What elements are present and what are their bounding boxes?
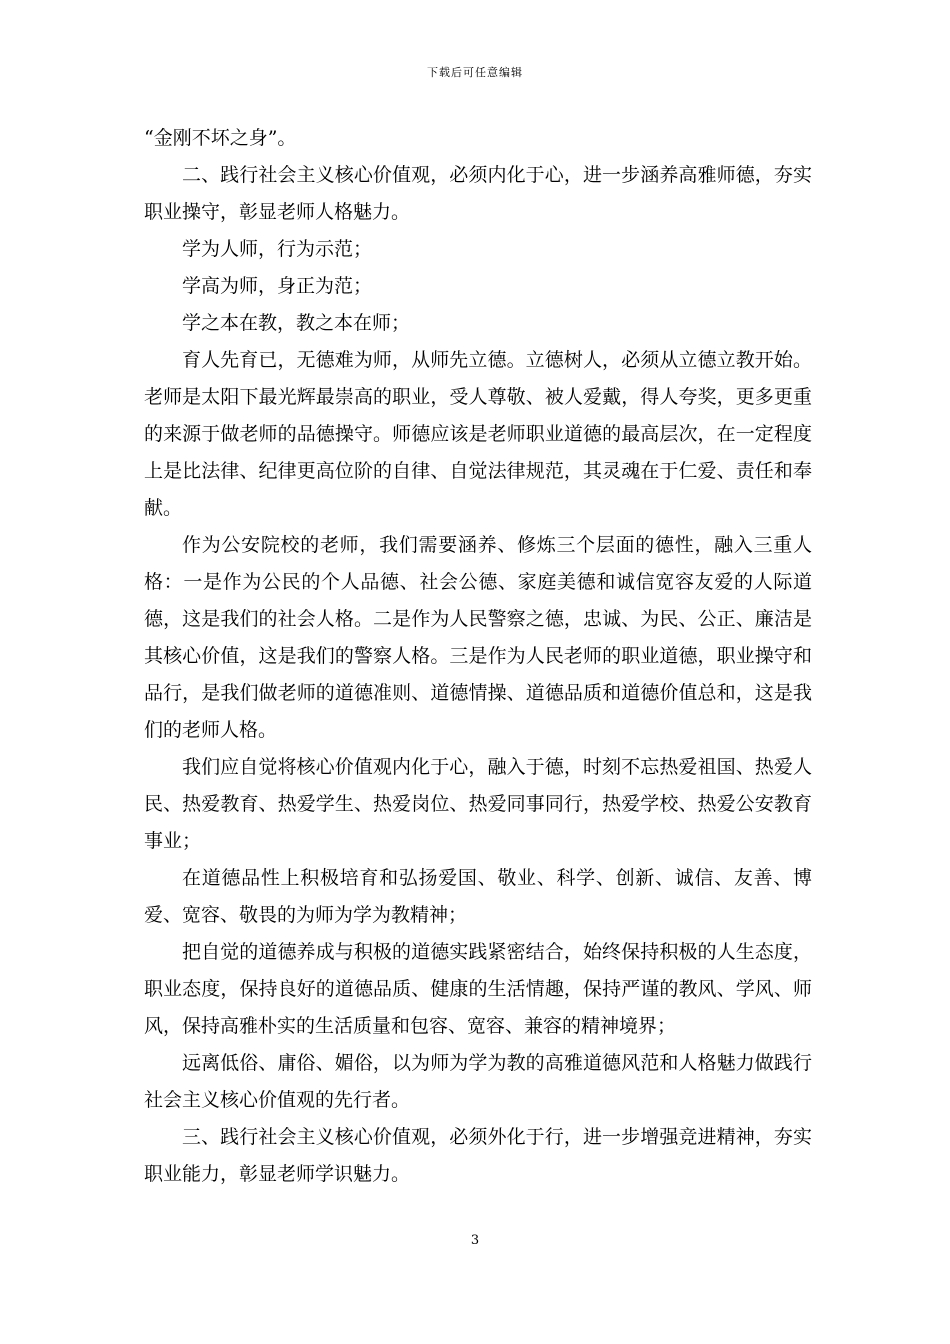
document-body bbox=[144, 120, 812, 1193]
paragraph-section-two-heading: 二、践行社会主义核心价值观，必须内化于心，进一步涵养高雅师德，夯实职业操守，彰显老师人格魅力。 bbox=[144, 164, 812, 223]
paragraph-motto-1: 学为人师，行为示范； bbox=[182, 238, 373, 260]
paragraph-continuation: “金刚不坏之身”。 bbox=[144, 127, 297, 149]
paragraph-avoid-vulgarity: 远离低俗、庸俗、媚俗，以为师为学为教的高雅道德风范和人格魅力做践行社会主义核心价值观的先行者。 bbox=[144, 1052, 812, 1111]
paragraph-motto-2: 学高为师，身正为范； bbox=[182, 275, 373, 297]
paragraph-three-personalities: 作为公安院校的老师，我们需要涵养、修炼三个层面的德性，融入三重人格：一是作为公民的个人品德、社会公德、家庭美德和诚信宽容友爱的人际道德，这是我们的社会人格。二是作为人民警察之德，忠诚、为民、公正、廉洁是其核心价值，这是我们的警察人格。三是作为人民老师的职业道德，职业操守和品行，是我们做老师的道德准则、道德情操、道德品质和道德价值总和，这是我们的老师人格。 bbox=[144, 534, 812, 741]
paragraph-moral-practice: 把自觉的道德养成与积极的道德实践紧密结合，始终保持积极的人生态度，职业态度，保持良好的道德品质、健康的生活情趣，保持严谨的教风、学风、师风，保持高雅朴实的生活质量和包容、宽容、兼容的精神境界； bbox=[144, 941, 812, 1037]
paragraph-teacher-ethics: 育人先育已，无德难为师，从师先立德。立德树人，必须从立德立教开始。老师是太阳下最光辉最崇高的职业，受人尊敬、被人爱戴，得人夸奖，更多更重的来源于做老师的品德操守。师德应该是老师职业道德的最高层次，在一定程度上是比法律、纪律更高位阶的自律、自觉法律规范，其灵魂在于仁爱、责任和奉献。 bbox=[144, 349, 812, 519]
paragraph-section-three-heading: 三、践行社会主义核心价值观，必须外化于行，进一步增强竞进精神，夯实职业能力，彰显老师学识魅力。 bbox=[144, 1126, 812, 1185]
page-number: 3 bbox=[470, 1233, 480, 1248]
paragraph-core-values-heart: 我们应自觉将核心价值观内化于心，融入于德，时刻不忘热爱祖国、热爱人民、热爱教育、热爱学生、热爱岗位、热爱同事同行，热爱学校、热爱公安教育事业； bbox=[144, 756, 812, 852]
page-header: 下载后可任意编辑 bbox=[427, 66, 523, 79]
paragraph-motto-3: 学之本在教，教之本在师； bbox=[182, 312, 411, 334]
paragraph-moral-character: 在道德品性上积极培育和弘扬爱国、敬业、科学、创新、诚信、友善、博爱、宽容、敬畏的为师为学为教精神； bbox=[144, 867, 812, 926]
